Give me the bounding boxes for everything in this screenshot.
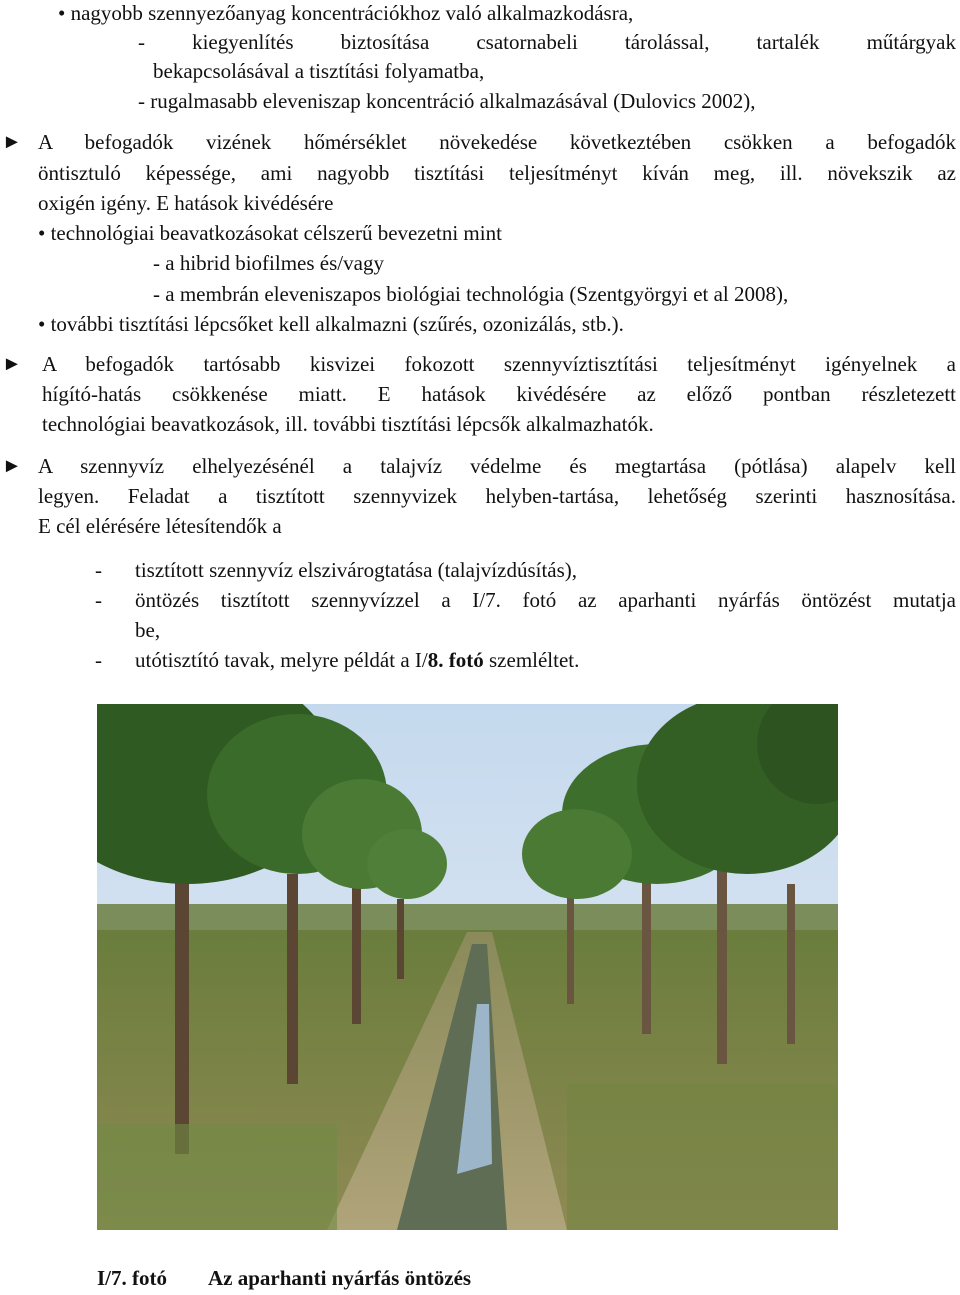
dash-line-balancing-cont: bekapcsolásával a tisztítási folyamatba, — [153, 59, 485, 83]
paragraph-temperature-line1: A befogadók vizének hőmérséklet növekedése következtében csökken a befogadók — [38, 130, 956, 154]
list-item-irrigation: öntözés tisztított szennyvízzel a I/7. fotó az aparhanti nyárfás öntözést mutatja — [135, 588, 956, 612]
paragraph-groundwater-line1: A szennyvíz elhelyezésénél a talajvíz védelme és megtartása (pótlása) alapelv kell — [38, 454, 956, 478]
poplar-irrigation-photo — [97, 704, 838, 1230]
dash-line-hybrid-biofilm: - a hibrid biofilmes és/vagy — [153, 251, 384, 275]
list-dash: - — [95, 588, 102, 612]
paragraph-low-flow-line3: technológiai beavatkozások, ill. további tisztítási lépcsők alkalmazhatók. — [42, 412, 654, 436]
paragraph-groundwater-line3: E cél elérésére létesítendők a — [38, 514, 282, 538]
paragraph-temperature-line3: oxigén igény. E hatások kivédésére — [38, 191, 334, 215]
bullet-line-technological: • technológiai beavatkozásokat célszerű bevezetni mint — [38, 221, 502, 245]
list-dash: - — [95, 648, 102, 672]
photo-caption-title: Az aparhanti nyárfás öntözés — [208, 1266, 472, 1290]
paragraph-low-flow-line1: A befogadók tartósabb kisvizei fokozott szennyvíztisztítási teljesítményt igényelnek a — [42, 352, 956, 376]
bullet-line-pollutant-adaptation: • nagyobb szennyezőanyag koncentrációkhoz való alkalmazkodásra, — [58, 1, 634, 25]
arrow-bullet-icon: ► — [2, 353, 22, 375]
photo-reference: 8. fotó — [427, 648, 484, 672]
paragraph-low-flow-line2: hígító-hatás csökkenése miatt. E hatások kivédésére az előző pontban részletezett — [42, 382, 956, 406]
list-dash: - — [95, 558, 102, 582]
dash-line-activated-sludge: - rugalmasabb eleveniszap koncentráció alkalmazásával (Dulovics 2002), — [138, 89, 756, 113]
arrow-bullet-icon: ► — [2, 131, 22, 153]
bullet-line-further-steps: • további tisztítási lépcsőket kell alkalmazni (szűrés, ozonizálás, stb.). — [38, 312, 624, 336]
arrow-bullet-icon: ► — [2, 455, 22, 477]
list-item-irrigation-cont: be, — [135, 618, 161, 642]
paragraph-groundwater-line2: legyen. Feladat a tisztított szennyvizek helyben-tartása, lehetőség szerinti hasznosítása. — [38, 484, 956, 508]
paragraph-temperature-line2: öntisztuló képessége, ami nagyobb tisztítási teljesítményt kíván meg, ill. növekszik az — [38, 161, 956, 185]
dash-line-membrane: - a membrán eleveniszapos biológiai technológia (Szentgyörgyi et al 2008), — [153, 282, 789, 306]
dash-line-balancing: - kiegyenlítés biztosítása csatornabeli tárolással, tartalék műtárgyak — [138, 30, 956, 54]
list-item-ponds: utótisztító tavak, melyre példát a I/8. fotó szemléltet. — [135, 648, 580, 672]
photo-caption-number: I/7. fotó — [97, 1266, 167, 1290]
list-item-infiltration: tisztított szennyvíz elszivárogtatása (talajvízdúsítás), — [135, 558, 578, 582]
